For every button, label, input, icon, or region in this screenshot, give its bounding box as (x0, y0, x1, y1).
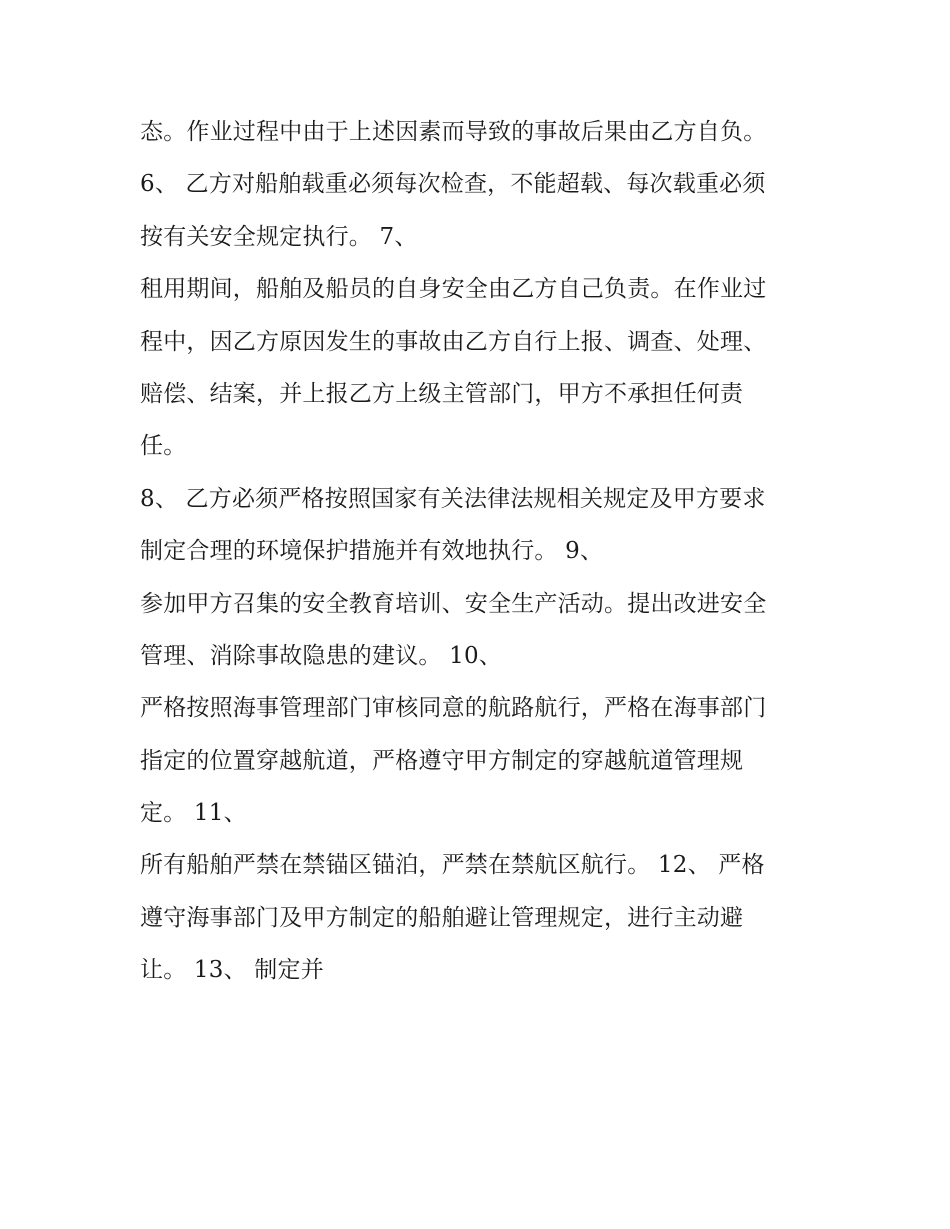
text-line: 任。 (140, 433, 187, 460)
text-line: 按有关安全规定执行。 7、 (140, 223, 418, 250)
text-line: 严格按照海事管理部门审核同意的航路航行，严格在海事部门 (140, 695, 767, 722)
text-line: 态。作业过程中由于上述因素而导致的事故后果由乙方自负。 (140, 119, 767, 145)
text-line: 6、 乙方对船舶载重必须每次检查，不能超载、每次载重必须 (140, 171, 766, 198)
text-line: 赔偿、结案，并上报乙方上级主管部门，甲方不承担任何责 (140, 380, 744, 407)
text-line: 制定合理的环境保护措施并有效地执行。 9、 (140, 538, 604, 565)
text-line: 租用期间，船舶及船员的自身安全由乙方自己负责。在作业过 (140, 276, 767, 303)
text-line: 管理、消除事故隐患的建议。 10、 (140, 642, 502, 669)
text-line: 定。 11、 (140, 800, 247, 827)
text-line: 8、 乙方必须严格按照国家有关法律法规相关规定及甲方要求 (140, 485, 766, 512)
text-line: 遵守海事部门及甲方制定的船舶避让管理规定，进行主动避 (140, 904, 744, 931)
text-line: 参加甲方召集的安全教育培训、安全生产活动。提出改进安全 (140, 590, 767, 617)
text-line: 指定的位置穿越航道，严格遵守甲方制定的穿越航道管理规 (140, 747, 744, 774)
text-line: 所有船舶严禁在禁锚区锚泊，严禁在禁航区航行。 12、 严格 (140, 852, 765, 879)
text-line: 程中，因乙方原因发生的事故由乙方自行上报、调查、处理、 (140, 328, 767, 355)
text-line: 让。 13、 制定并 (140, 957, 324, 984)
document-body (140, 106, 820, 997)
